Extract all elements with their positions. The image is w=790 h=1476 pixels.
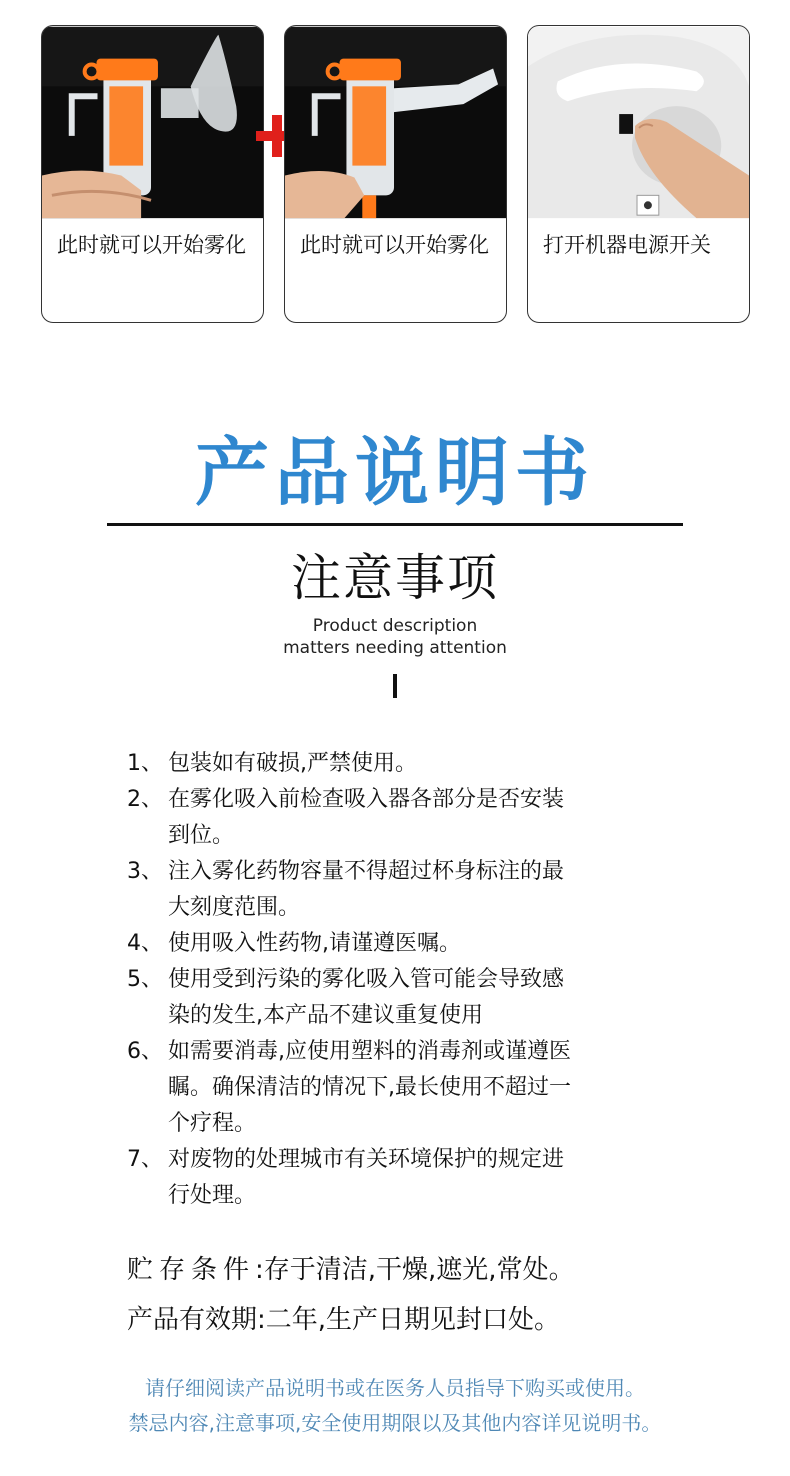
list-item	[127, 1034, 687, 1142]
list-item-number: 3、	[127, 859, 163, 884]
list-item-number: 4、	[127, 931, 163, 956]
vertical-divider	[393, 674, 397, 698]
list-item	[127, 926, 687, 962]
divider	[107, 523, 683, 526]
card-caption: 打开机器电源开关	[543, 233, 711, 257]
expiry-label: 产品有效期	[127, 1305, 258, 1335]
english-subtitle-line-2: matters needing attention	[283, 638, 507, 658]
storage-conditions	[127, 1252, 575, 1288]
list-item-number: 2、	[127, 787, 163, 812]
list-item-number: 6、	[127, 1039, 163, 1064]
page-title: 产品说明书	[195, 430, 595, 516]
card-power-switch	[527, 25, 750, 323]
list-item-text: 包装如有破损,严禁使用。	[168, 751, 417, 776]
list-item	[127, 782, 687, 854]
card-nebulizer-mask	[41, 25, 264, 323]
storage-value: :存于清洁,干燥,遮光,常处。	[255, 1255, 575, 1285]
card-caption: 此时就可以开始雾化	[57, 233, 246, 257]
english-subtitle-line-1: Product description	[312, 616, 478, 636]
storage-label: 贮存条件	[127, 1255, 256, 1285]
expiry-value: :二年,生产日期见封口处。	[257, 1305, 561, 1335]
list-item-number: 7、	[127, 1147, 163, 1172]
list-item	[127, 854, 687, 926]
list-item-text: 注入雾化药物容量不得超过杯身标注的最大刻度范围。	[168, 859, 565, 920]
notes-list	[127, 746, 687, 1214]
list-item-text: 如需要消毒,应使用塑料的消毒剂或谨遵医瞩。确保清洁的情况下,最长使用不超过一个疗程。	[168, 1039, 571, 1136]
instruction-cards	[0, 0, 790, 340]
power-switch-photo	[528, 26, 749, 219]
list-item-text: 使用吸入性药物,请谨遵医嘱。	[168, 931, 461, 956]
list-item-number: 1、	[127, 751, 163, 776]
card-caption: 此时就可以开始雾化	[300, 233, 489, 257]
list-item-number: 5、	[127, 967, 163, 992]
section-heading: 注意事项	[291, 549, 499, 607]
list-item-text: 对废物的处理城市有关环境保护的规定进行处理。	[168, 1147, 565, 1208]
list-item-text: 使用受到污染的雾化吸入管可能会导致感染的发生,本产品不建议重复使用	[168, 967, 565, 1028]
footer-notice-line-1: 请仔细阅读产品说明书或在医务人员指导下购买或使用。	[145, 1376, 645, 1400]
card-nebulizer-mouthpiece	[284, 25, 507, 323]
nebulizer-mouthpiece-photo	[285, 26, 506, 219]
list-item	[127, 1142, 687, 1214]
nebulizer-mask-photo	[42, 26, 263, 219]
list-item	[127, 962, 687, 1034]
list-item	[127, 746, 687, 782]
expiry-period	[127, 1302, 560, 1338]
footer-notice-line-2: 禁忌内容,注意事项,安全使用期限以及其他内容详见说明书。	[128, 1411, 662, 1435]
list-item-text: 在雾化吸入前检查吸入器各部分是否安装到位。	[168, 787, 565, 848]
